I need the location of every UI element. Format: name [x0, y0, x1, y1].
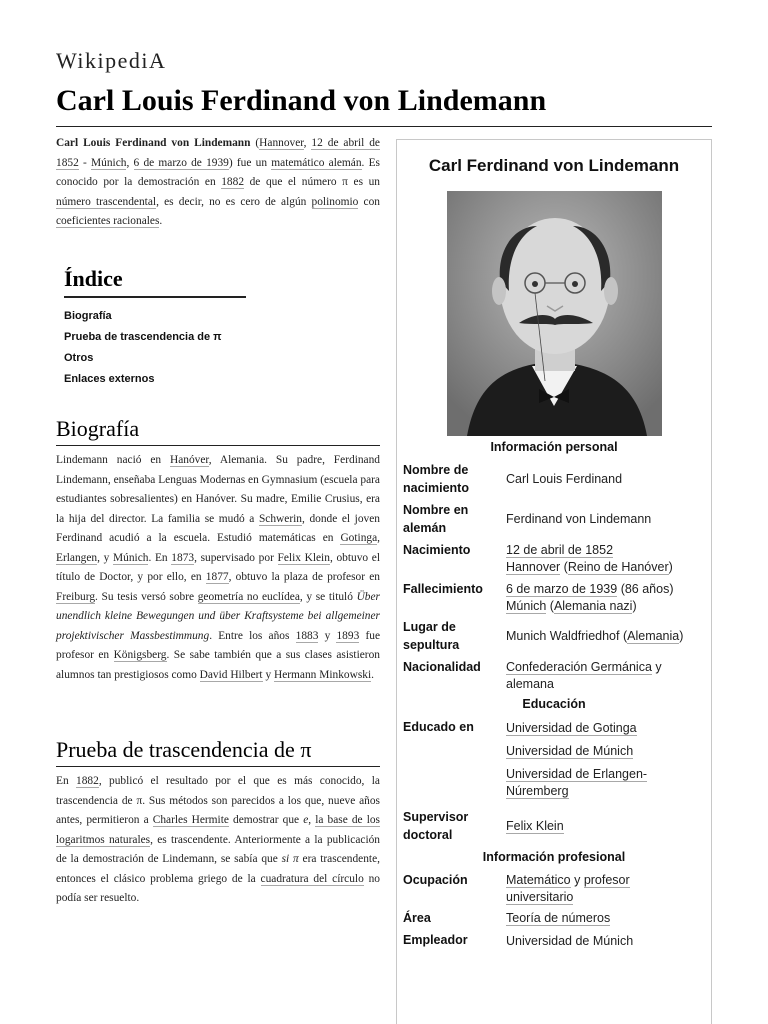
- bio-text: ,: [377, 532, 380, 544]
- toc-item-enlaces[interactable]: Enlaces externos: [64, 373, 155, 385]
- portrait-photo[interactable]: [447, 191, 662, 436]
- lead-text: (: [250, 137, 260, 149]
- bio-text: , donde el joven Ferdinand acudió a la escuela. Estudió matemáticas en: [56, 512, 380, 544]
- proof-text: , publicó el resultado por el que es más conocido, la trascendencia de π. Sus métodos son parecidos a los que, nueve años antes, permitieron a: [56, 775, 380, 826]
- label-supervisor: Supervisor doctoral: [403, 810, 469, 842]
- label-area: Área: [403, 911, 431, 925]
- lead-text: de que el número π es un: [244, 176, 380, 188]
- toc-item-biografia[interactable]: Biografía: [64, 310, 112, 322]
- value-edu2: [506, 743, 706, 760]
- lead-bold-name: Carl Louis Ferdinand von Lindemann: [56, 137, 251, 149]
- link-munich-bio[interactable]: Múnich: [113, 551, 149, 564]
- link-coeficientes-racionales[interactable]: coeficientes racionales: [56, 215, 160, 227]
- label-death: Fallecimiento: [403, 582, 483, 596]
- link-birth-date[interactable]: 12 de abril de 1852: [56, 137, 380, 169]
- link-felix-klein[interactable]: Felix Klein: [277, 551, 330, 564]
- link-birth-country[interactable]: Reino de Hanóver: [567, 560, 669, 574]
- link-1882[interactable]: 1882: [221, 176, 245, 188]
- value-nationality: [506, 659, 706, 693]
- link-1873[interactable]: 1873: [171, 551, 195, 564]
- lead-text: ) fue un: [228, 156, 272, 169]
- lead-paragraph: [56, 134, 380, 232]
- bio-text: . Entre los años: [209, 629, 296, 642]
- bio-text: , y se tituló: [299, 590, 357, 603]
- link-schwerin[interactable]: Schwerin: [258, 512, 302, 525]
- toc-title: Índice: [64, 266, 246, 298]
- link-profesor-universitario[interactable]: profesor universitario: [506, 873, 630, 904]
- bio-text: .: [371, 668, 374, 681]
- link-polinomio[interactable]: polinomio: [311, 195, 359, 208]
- infobox-header-education: Educación: [522, 697, 586, 711]
- si-pi: si π: [281, 853, 299, 865]
- link-freiburg[interactable]: Freiburg: [56, 590, 96, 603]
- link-1883[interactable]: 1883: [295, 629, 319, 642]
- toc-item-otros[interactable]: Otros: [64, 352, 94, 364]
- bio-text: , y: [97, 551, 114, 564]
- link-death-country[interactable]: Alemania nazi: [553, 599, 633, 613]
- link-death-date-ib[interactable]: 6 de marzo de 1939: [506, 582, 618, 596]
- label-employer: Empleador: [403, 933, 468, 947]
- link-death-place[interactable]: Múnich: [506, 599, 547, 613]
- bio-text: fue profesor en: [56, 629, 380, 661]
- link-edu-gotinga[interactable]: Universidad de Gotinga: [506, 721, 637, 735]
- lead-text: -: [78, 156, 92, 169]
- proof-text: ,: [308, 814, 316, 826]
- thesis-title: Über unendlich kleine Bewegungen und über Kraftsysteme bei allgemeiner projektivischer Massbestimmung: [56, 590, 380, 642]
- bio-text: , obtuvo el título de Doctor, y por ello, en: [56, 551, 380, 583]
- link-burial-country[interactable]: Alemania: [627, 629, 680, 643]
- lead-text: , es decir, no es cero de algún: [156, 195, 312, 208]
- lead-text: ,: [126, 156, 134, 169]
- wikipedia-wordmark[interactable]: WikipediA: [56, 48, 167, 73]
- e-symbol: e: [303, 814, 309, 826]
- value-edu3: [506, 766, 666, 800]
- title-divider: [56, 126, 712, 127]
- burial-place: Munich Waldfriedhof: [506, 629, 620, 643]
- link-hermann-minkowski[interactable]: Hermann Minkowski: [273, 668, 372, 681]
- bio-text: , obtuvo la plaza de profesor en: [228, 571, 380, 583]
- label-educated: Educado en: [403, 720, 474, 734]
- proof-text: no podía ser resuelto.: [56, 872, 380, 904]
- link-hannover[interactable]: Hannover: [259, 137, 304, 149]
- proof-text: , es trascendente. Anteriormente a la publicación de la demostración de Lindemann, se sabía que: [56, 833, 380, 865]
- link-cuadratura-circulo[interactable]: cuadratura del círculo: [260, 872, 364, 885]
- bio-text: Lindemann nació en: [56, 454, 170, 466]
- link-edu-erlangen[interactable]: Universidad de Erlangen-Núremberg: [506, 767, 648, 798]
- nationality-and: y: [651, 660, 662, 674]
- link-birth-place[interactable]: Hannover: [506, 560, 561, 574]
- death-age: (86 años): [620, 582, 674, 596]
- bio-text: y: [318, 629, 337, 642]
- lead-text: ,: [303, 137, 312, 149]
- link-supervisor[interactable]: Felix Klein: [506, 819, 564, 833]
- section-heading-biografia: Biografía: [56, 416, 380, 446]
- proof-text: demostrar que: [228, 814, 304, 826]
- proof-text: era trascendente, entonces el clásico problema griego de la: [56, 853, 380, 885]
- lead-text: con: [358, 195, 381, 208]
- link-teoria-numeros[interactable]: Teoría de números: [506, 911, 611, 925]
- value-german-name: Ferdinand von Lindemann: [506, 512, 652, 526]
- link-1882-proof[interactable]: 1882: [76, 775, 99, 787]
- link-1877[interactable]: 1877: [205, 571, 229, 583]
- label-german-name: Nombre en alemán: [403, 503, 469, 535]
- toc-list: [64, 306, 246, 390]
- value-employer: Universidad de Múnich: [506, 934, 634, 948]
- infobox: [396, 139, 712, 1024]
- section-heading-prueba: Prueba de trascendencia de π: [56, 737, 380, 767]
- page-title: Carl Louis Ferdinand von Lindemann: [56, 84, 547, 117]
- value-supervisor: [506, 818, 706, 835]
- infobox-header-professional: Información profesional: [482, 850, 626, 864]
- link-erlangen[interactable]: Erlangen: [56, 551, 98, 564]
- value-edu1: [506, 720, 706, 737]
- link-1893[interactable]: 1893: [336, 629, 360, 642]
- table-of-contents: [64, 266, 246, 390]
- label-nationality: Nacionalidad: [403, 660, 481, 674]
- bio-text: . En: [148, 551, 172, 564]
- prueba-paragraph: [56, 772, 380, 909]
- label-occupation: Ocupación: [403, 873, 468, 887]
- label-birth: Nacimiento: [403, 543, 471, 557]
- link-munich[interactable]: Múnich: [91, 156, 127, 169]
- value-area: [506, 910, 706, 927]
- value-burial: Munich Waldfriedhof (Alemania): [506, 629, 684, 643]
- occupation-and: y: [570, 873, 584, 887]
- lead-text: . Es conocido por la demostración en: [56, 156, 380, 188]
- value-birth-name: Carl Louis Ferdinand: [506, 472, 623, 486]
- nationality2: alemana: [506, 677, 554, 691]
- link-hanover[interactable]: Hanóver: [169, 454, 209, 466]
- infobox-header-personal: Información personal: [490, 440, 618, 454]
- bio-text: y: [262, 668, 274, 681]
- link-death-date[interactable]: 6 de marzo de 1939: [133, 156, 229, 169]
- link-geometria-no-euclidea[interactable]: geometría no euclídea: [197, 590, 300, 603]
- value-birth: 12 de abril de 1852 Hannover (Reino de Hanóver): [506, 543, 673, 574]
- lead-text: .: [159, 215, 163, 227]
- link-confederacion-germanica[interactable]: Confederación Germánica: [506, 660, 652, 674]
- bio-text: , supervisado por: [194, 551, 278, 564]
- bio-text: . Se sabe también que a sus clases asistieron alumnos tan prestigiosos como: [56, 649, 380, 681]
- link-matematico[interactable]: Matemático: [506, 873, 571, 887]
- link-edu-munich[interactable]: Universidad de Múnich: [506, 744, 634, 758]
- link-konigsberg[interactable]: Königsberg: [113, 649, 167, 661]
- value-occupation: [506, 872, 656, 906]
- link-base-logaritmos[interactable]: la base de los logaritmos naturales: [56, 814, 380, 846]
- link-charles-hermite[interactable]: Charles Hermite: [152, 814, 229, 826]
- link-gotinga[interactable]: Gotinga: [340, 532, 378, 544]
- portrait-image: [447, 191, 662, 436]
- link-birth-date-ib[interactable]: 12 de abril de 1852: [506, 543, 614, 557]
- value-death: 6 de marzo de 1939 (86 años) Múnich (Alemania nazi): [506, 582, 674, 613]
- label-birth-name: Nombre de nacimiento: [403, 463, 469, 495]
- link-matematico-aleman[interactable]: matemático alemán: [271, 156, 362, 169]
- biografia-paragraph: [56, 451, 380, 685]
- link-numero-trascendental[interactable]: número trascendental: [56, 195, 157, 208]
- bio-text: , Alemania. Su padre, Ferdinand Lindemann, enseñaba Lenguas Modernas en Gymnasium (escuela para estudiantes sobresalientes) en Hanóver. Su madre, Emilie Crusius, era la hija del director. La familia se mudó a: [56, 454, 380, 525]
- label-burial: Lugar de sepultura: [403, 620, 460, 652]
- bio-text: . Su tesis versó sobre: [95, 590, 198, 603]
- infobox-title: Carl Ferdinand von Lindemann: [428, 156, 680, 175]
- link-david-hilbert[interactable]: David Hilbert: [199, 668, 263, 681]
- toc-item-prueba[interactable]: Prueba de trascendencia de π: [64, 331, 222, 343]
- proof-text: En: [56, 775, 77, 787]
